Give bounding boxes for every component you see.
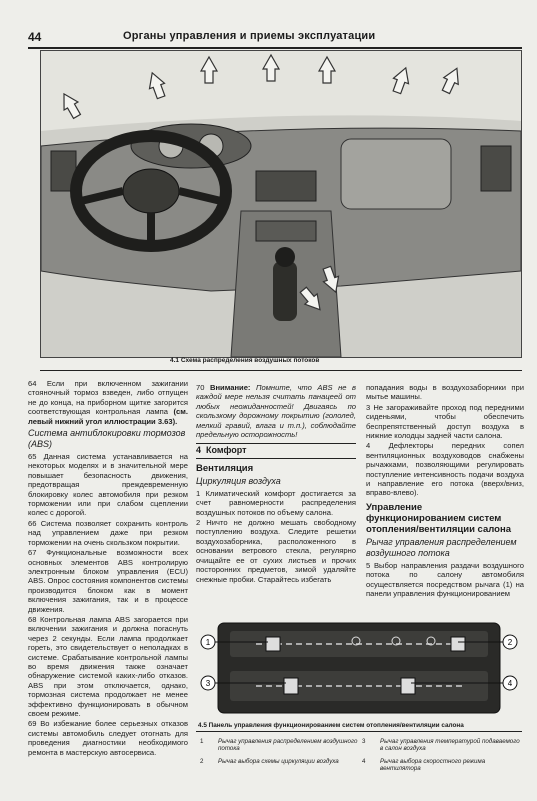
legend-number: 1 — [200, 738, 204, 745]
text-column-3 — [366, 383, 524, 600]
page-number: 44 — [28, 30, 42, 44]
paragraph-2: 2 Ничто не должно мешать свободному поступлению воздуха. Следите решетки воздухозаборника, расположенного в основании ветрового стекла, регулярно очищайте ее от сухих листьев и прочих посторонних предметов, зимой удаляйте снежные пробки. Старайтесь избегать — [196, 518, 356, 584]
paragraph-number: 70 — [196, 383, 205, 392]
paragraph-text: Если при включенном зажигании стояночный тормоз взведен, либо отпущен не до конца, на приборном щитке загорится соответствующая контрольная лампа — [28, 379, 188, 417]
paragraph-64 — [28, 379, 188, 426]
ventilation-heading: Вентиляция — [196, 462, 254, 474]
controls-heading: Управление функционированием систем отопления/вентиляции салона — [366, 501, 511, 535]
header-rule — [28, 47, 522, 49]
paragraph-69: 69 Во избежание более серьезных отказов системы автомобиль следует отогнать для проведения диагностики необходимого ремонта в мастерскую автосервиса. — [28, 719, 188, 757]
panel-caption: 4.5 Панель управления функционированием систем отопления/вентиляции салона — [198, 722, 464, 729]
section-heading — [196, 443, 356, 458]
callout-1: 1 — [205, 638, 211, 647]
legend-text: Рычаг управления распределением воздушного потока — [218, 738, 358, 753]
figure-caption: 4.1 Схема распределения воздушных потоков — [170, 357, 320, 364]
paragraph-number: 64 — [28, 379, 37, 388]
legend-number: 4 — [362, 758, 366, 765]
dashboard-illustration — [41, 51, 521, 357]
legend-number: 3 — [362, 738, 366, 745]
chapter-title: Органы управления и приемы эксплуатации — [123, 30, 376, 42]
figure-rule — [40, 370, 522, 371]
text-column-1 — [28, 379, 188, 758]
dashboard-airflow-figure — [40, 50, 522, 358]
hvac-panel-illustration — [196, 613, 522, 718]
paragraph-3: 3 Не загораживайте проход под передними сиденьями, чтобы обеспечить беспрепятственный доступ воздуха в нижние колодцы задней части салона. — [366, 402, 524, 441]
paragraph-5: 5 Выбор направления раздачи воздушного потока по салону автомобиля осуществляется посредством рычага (1) на панели управления функционированием — [366, 560, 524, 599]
section-number: 4 — [196, 445, 202, 456]
paragraph-68: 68 Контрольная лампа ABS загорается при включении зажигания и должна погаснуть через 2 секунды. Если лампа продолжает гореть, это свидетельствует о неполадках в системе. Срабатывание контрольной лампы во время движения также означает обнаружение системой каких-либо отказов. ABS при этом отключается, однако, тормозная система продолжает не менее эффективно функционировать в обычном своем режиме. — [28, 614, 188, 718]
legend-item-3 — [362, 738, 522, 758]
legend-item-1 — [200, 738, 360, 758]
illustration-reference: (см. левый нижний угол иллюстрации 3.63). — [28, 407, 188, 426]
paragraph-continued: попадания воды в воздухозаборники при мытье машины. — [366, 383, 524, 402]
panel-rule — [196, 731, 522, 732]
callout-2: 2 — [507, 638, 513, 647]
paragraph-67: 67 Функциональные возможности всех основных элементов ABS контролирую электронным блоком управления (ECU) ABS. Опрос состояния компонентов системы производится блоком как в момент включения зажигания, так и в процессе движения. — [28, 548, 188, 614]
legend-text: Рычаг управления температурой подаваемого в салон воздуха — [380, 738, 520, 753]
page-header — [28, 30, 522, 46]
paragraph-70 — [196, 383, 356, 439]
circulation-heading: Циркуляция воздуха — [196, 475, 281, 486]
paragraph-4: 4 Дефлекторы передних сопел вентиляционных воздуховодов снабжены рычажками, позволяющими регулировать поступление интенсивность подачи воздуха и направление его потока (вверх/вниз, вправо-влево). — [366, 441, 524, 498]
section-title: Комфорт — [206, 445, 247, 456]
text-column-2 — [196, 383, 356, 585]
callout-3: 3 — [205, 679, 211, 688]
legend-item-4 — [362, 758, 522, 778]
warning-label: Внимание: — [209, 383, 251, 392]
abs-heading: Система антиблокировки тормозов (ABS) — [28, 428, 186, 450]
callout-4: 4 — [507, 679, 513, 688]
legend-text: Рычаг выбора скоростного режима вентилятора — [380, 758, 486, 773]
lever-heading: Рычаг управления распределением воздушного потока — [366, 536, 517, 558]
hvac-panel-figure — [196, 613, 522, 718]
legend-item-2 — [200, 758, 360, 778]
paragraph-1: 1 Климатический комфорт достигается за счет равномерности распределения воздушных потоков по объему салона. — [196, 488, 356, 517]
legend-number: 2 — [200, 758, 204, 765]
paragraph-66: 66 Система позволяет сохранить контроль над управлением даже при резком торможении на очень скользком покрытии. — [28, 518, 188, 547]
paragraph-65: 65 Данная система устанавливается на некоторых моделях и в значительной мере повышает безопасность движения, предотвращая преждевременную блокировку колес автомобиля при резком торможении или при слабом сцеплении колес с дорогой. — [28, 452, 188, 518]
legend-text: Рычаг выбора схемы циркуляции воздуха — [218, 758, 339, 765]
warning-text: Помните, что ABS не в каждой мере нельзя считать панацеей от любых неожиданностей! Двигаясь по скользкому дорожному покрытию (гололед, мелкий гравий, влага и т.п.), соблюдайте предельную осторожность! — [196, 383, 356, 440]
